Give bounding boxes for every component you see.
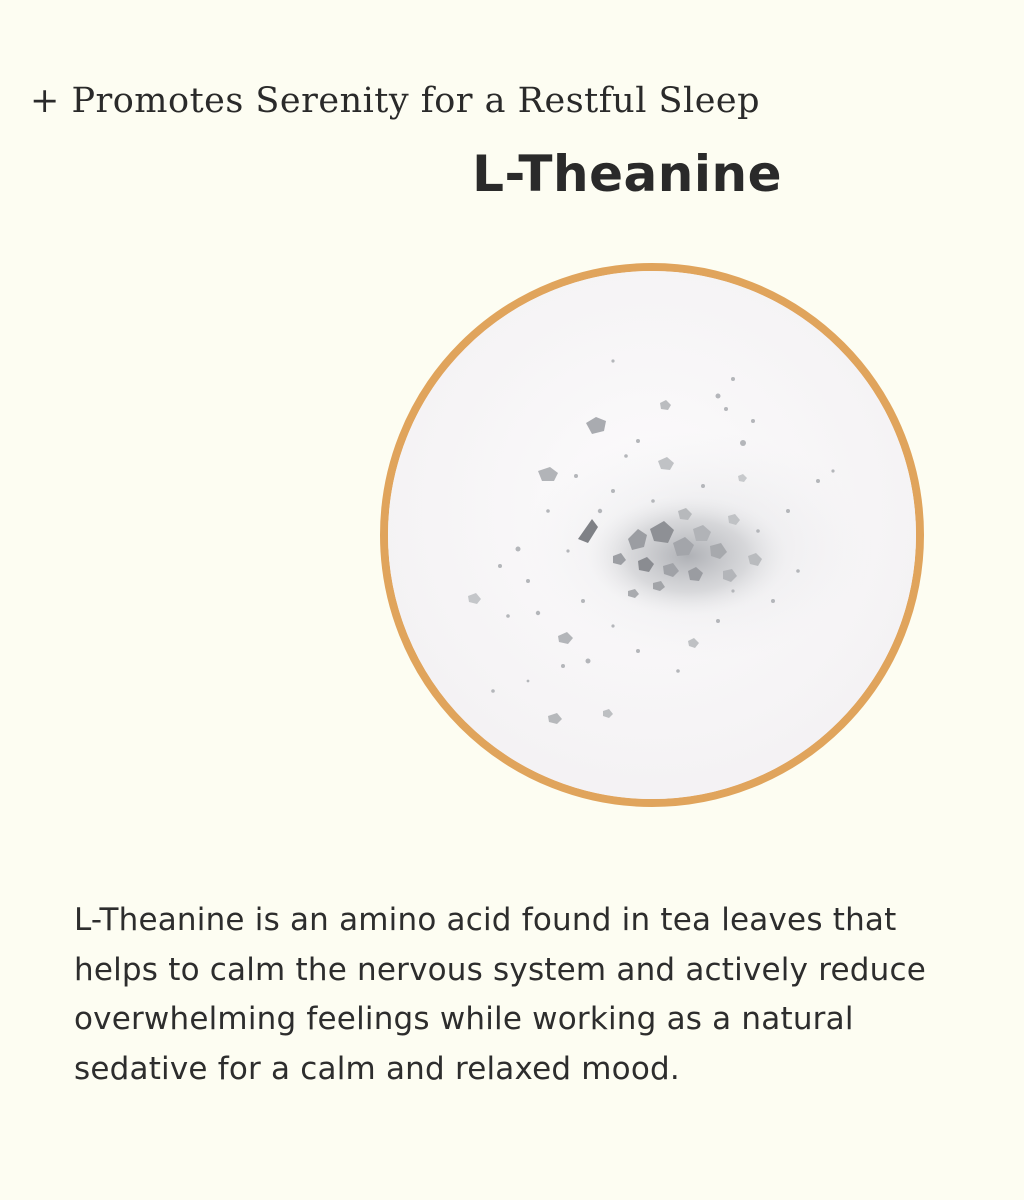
ingredient-photo [380, 263, 924, 807]
powder-pile-icon [388, 271, 916, 799]
benefit-tagline: + Promotes Serenity for a Restful Sleep [30, 81, 761, 121]
ingredient-description: L-Theanine is an amino acid found in tea leaves that helps to calm the nervous system and actively reduce overwhelming feelings while working as a natural sedative for a calm and relaxed mood. [74, 902, 926, 1087]
ingredient-title: L-Theanine [472, 145, 782, 203]
